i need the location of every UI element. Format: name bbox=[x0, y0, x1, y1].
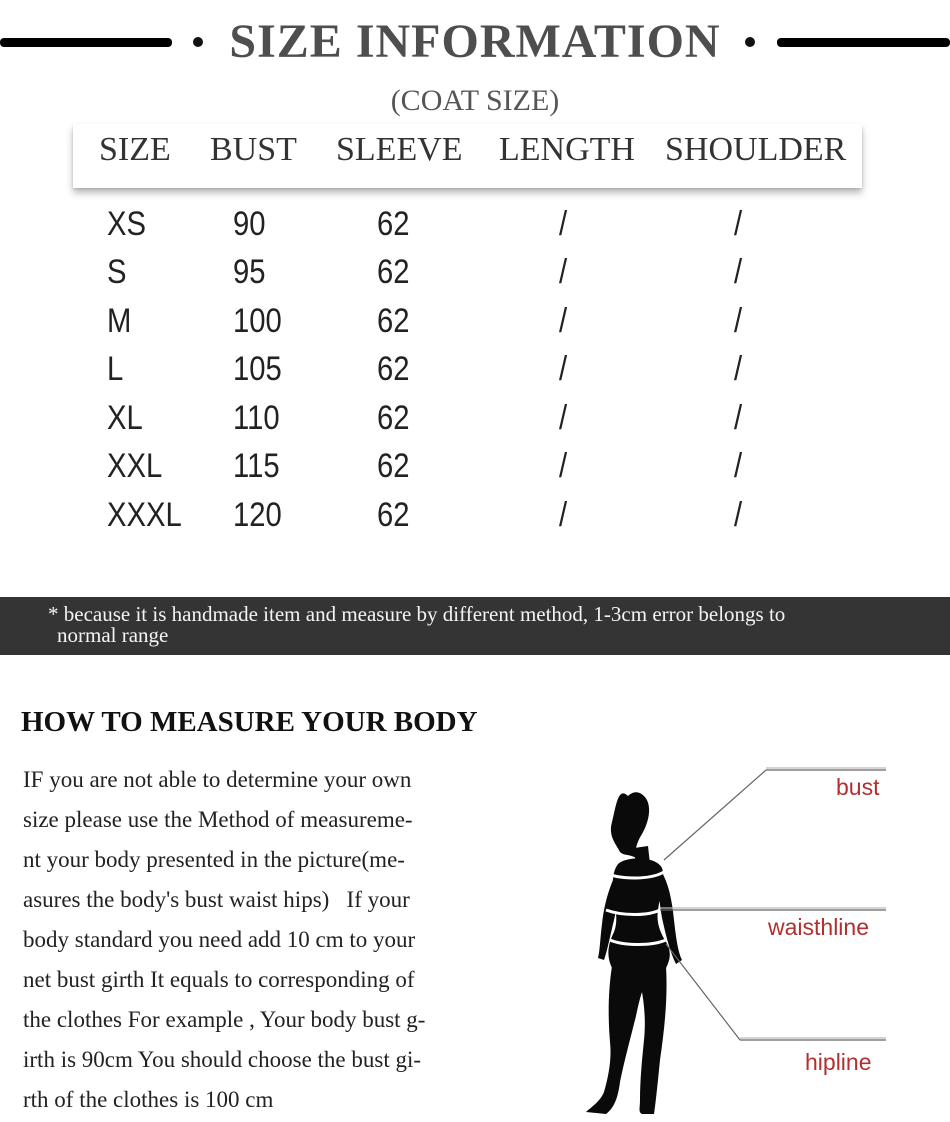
cell-bust: 110 bbox=[233, 399, 280, 437]
title-rule-right bbox=[777, 38, 950, 47]
cell-length: / bbox=[559, 302, 568, 340]
instruction-line: net bust girth It equals to corresponding of bbox=[23, 967, 415, 992]
cell-length: / bbox=[559, 253, 568, 291]
measure-heading: HOW TO MEASURE YOUR BODY bbox=[21, 706, 478, 738]
instruction-line: nt your body presented in the picture(me- bbox=[23, 847, 405, 872]
error-note-line-1: * because it is handmade item and measure by different method, 1-3cm error belongs to bbox=[48, 602, 786, 626]
instruction-line: the clothes For example , Your body bust g- bbox=[23, 1007, 426, 1032]
measure-instructions bbox=[23, 760, 543, 1120]
column-header-shoulder: SHOULDER bbox=[665, 131, 847, 168]
cell-sleeve: 62 bbox=[377, 205, 410, 243]
column-header-size: SIZE bbox=[99, 131, 171, 168]
cell-sleeve: 62 bbox=[377, 447, 410, 485]
column-header-bust: BUST bbox=[210, 131, 297, 168]
cell-sleeve: 62 bbox=[377, 496, 410, 534]
cell-length: / bbox=[559, 496, 568, 534]
cell-size: XS bbox=[107, 205, 147, 243]
cell-bust: 105 bbox=[233, 350, 282, 388]
page-title: SIZE INFORMATION bbox=[229, 15, 721, 68]
cell-bust: 90 bbox=[233, 205, 266, 243]
cell-shoulder: / bbox=[734, 399, 743, 437]
column-header-length: LENGTH bbox=[499, 131, 635, 168]
cell-length: / bbox=[559, 205, 568, 243]
cell-bust: 115 bbox=[233, 447, 280, 485]
table-row bbox=[0, 299, 950, 347]
instruction-line: body standard you need add 10 cm to your bbox=[23, 927, 416, 952]
hip-label: hipline bbox=[805, 1049, 872, 1075]
table-row bbox=[0, 396, 950, 444]
instruction-line: rth of the clothes is 100 cm bbox=[23, 1087, 274, 1112]
cell-shoulder: / bbox=[734, 350, 743, 388]
cell-size: L bbox=[107, 350, 124, 388]
error-note-line-2: normal range bbox=[57, 623, 169, 647]
cell-shoulder: / bbox=[734, 496, 743, 534]
table-row bbox=[0, 202, 950, 250]
cell-bust: 100 bbox=[233, 302, 282, 340]
instruction-line: size please use the Method of measureme- bbox=[23, 807, 413, 832]
cell-size: XXXL bbox=[107, 496, 182, 534]
cell-sleeve: 62 bbox=[377, 253, 410, 291]
error-note-text bbox=[48, 604, 928, 646]
waist-label: waisthline bbox=[768, 914, 869, 940]
woman-silhouette-icon bbox=[586, 792, 682, 1114]
table-row bbox=[0, 493, 950, 541]
cell-size: M bbox=[107, 302, 132, 340]
table-row bbox=[0, 347, 950, 395]
instruction-line: irth is 90cm You should choose the bust gi- bbox=[23, 1047, 422, 1072]
cell-sleeve: 62 bbox=[377, 350, 410, 388]
body-measurement-figure bbox=[560, 760, 950, 1120]
cell-length: / bbox=[559, 350, 568, 388]
leader-lines bbox=[660, 768, 886, 1040]
bust-label: bust bbox=[836, 774, 880, 800]
error-note-band bbox=[0, 597, 950, 655]
cell-shoulder: / bbox=[734, 205, 743, 243]
table-row bbox=[0, 444, 950, 492]
cell-shoulder: / bbox=[734, 302, 743, 340]
cell-sleeve: 62 bbox=[377, 399, 410, 437]
cell-length: / bbox=[559, 399, 568, 437]
cell-bust: 120 bbox=[233, 496, 282, 534]
cell-bust: 95 bbox=[233, 253, 266, 291]
table-row bbox=[0, 250, 950, 298]
cell-size: XL bbox=[107, 399, 143, 437]
instruction-line: asures the body's bust waist hips) If your bbox=[23, 887, 410, 912]
cell-sleeve: 62 bbox=[377, 302, 410, 340]
title-dot-right bbox=[745, 37, 755, 47]
instruction-line: IF you are not able to determine your own bbox=[23, 767, 412, 792]
column-header-sleeve: SLEEVE bbox=[336, 131, 463, 168]
cell-size: S bbox=[107, 253, 127, 291]
cell-length: / bbox=[559, 447, 568, 485]
page-subtitle: (COAT SIZE) bbox=[390, 84, 560, 117]
cell-shoulder: / bbox=[734, 253, 743, 291]
cell-shoulder: / bbox=[734, 447, 743, 485]
cell-size: XXL bbox=[107, 447, 163, 485]
